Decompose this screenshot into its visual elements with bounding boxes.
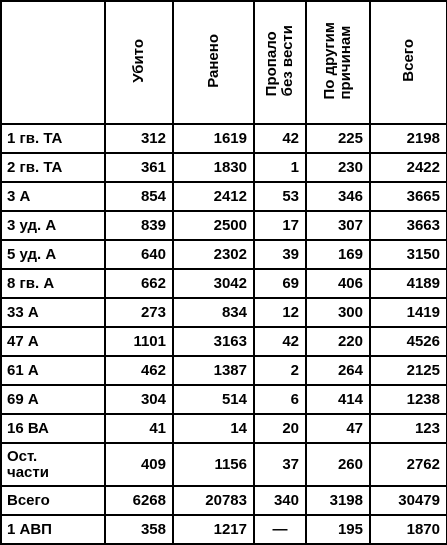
cell-killed: 1101 — [105, 327, 173, 356]
table-row — [1, 153, 447, 182]
cell-killed: 312 — [105, 124, 173, 153]
table-row — [1, 298, 447, 327]
row-label: 5 уд. А — [1, 240, 105, 269]
cell-killed: 41 — [105, 414, 173, 443]
row-label: Ост. части — [1, 443, 105, 486]
cell-missing: 42 — [254, 327, 306, 356]
cell-wounded: 14 — [173, 414, 254, 443]
cell-other: 220 — [306, 327, 370, 356]
cell-other: 264 — [306, 356, 370, 385]
cell-total: 123 — [370, 414, 447, 443]
cell-wounded: 2500 — [173, 211, 254, 240]
cell-killed: 462 — [105, 356, 173, 385]
cell-wounded: 514 — [173, 385, 254, 414]
cell-wounded: 1387 — [173, 356, 254, 385]
table-row — [1, 414, 447, 443]
cell-killed: 409 — [105, 443, 173, 486]
header-missing: Пропало без вести — [254, 1, 306, 124]
cell-other: 3198 — [306, 486, 370, 515]
cell-missing: 69 — [254, 269, 306, 298]
cell-total: 2422 — [370, 153, 447, 182]
header-total: Всего — [370, 1, 447, 124]
header-row — [1, 1, 447, 124]
table-row — [1, 356, 447, 385]
cell-missing: 20 — [254, 414, 306, 443]
cell-wounded: 1156 — [173, 443, 254, 486]
cell-other: 346 — [306, 182, 370, 211]
cell-wounded: 1830 — [173, 153, 254, 182]
cell-wounded: 3163 — [173, 327, 254, 356]
cell-total: 2762 — [370, 443, 447, 486]
cell-missing: 37 — [254, 443, 306, 486]
cell-missing: 340 — [254, 486, 306, 515]
table-row — [1, 486, 447, 515]
cell-other: 406 — [306, 269, 370, 298]
cell-total: 3663 — [370, 211, 447, 240]
cell-total: 2125 — [370, 356, 447, 385]
cell-killed: 854 — [105, 182, 173, 211]
header-other: По другим причинам — [306, 1, 370, 124]
table-row — [1, 515, 447, 544]
cell-killed: 640 — [105, 240, 173, 269]
row-label: 3 А — [1, 182, 105, 211]
cell-wounded: 1217 — [173, 515, 254, 544]
cell-wounded: 20783 — [173, 486, 254, 515]
cell-other: 230 — [306, 153, 370, 182]
header-wounded: Ранено — [173, 1, 254, 124]
table-row — [1, 211, 447, 240]
header-killed: Убито — [105, 1, 173, 124]
cell-missing: — — [254, 515, 306, 544]
cell-wounded: 1619 — [173, 124, 254, 153]
row-label: 8 гв. А — [1, 269, 105, 298]
row-label: 16 ВА — [1, 414, 105, 443]
cell-missing: 12 — [254, 298, 306, 327]
cell-total: 4189 — [370, 269, 447, 298]
cell-total: 2198 — [370, 124, 447, 153]
cell-other: 225 — [306, 124, 370, 153]
cell-other: 307 — [306, 211, 370, 240]
cell-total: 3665 — [370, 182, 447, 211]
cell-missing: 39 — [254, 240, 306, 269]
row-label: Всего — [1, 486, 105, 515]
cell-missing: 6 — [254, 385, 306, 414]
cell-killed: 361 — [105, 153, 173, 182]
cell-missing: 2 — [254, 356, 306, 385]
header-corner — [1, 1, 105, 124]
cell-wounded: 834 — [173, 298, 254, 327]
cell-wounded: 2412 — [173, 182, 254, 211]
cell-killed: 662 — [105, 269, 173, 298]
cell-killed: 273 — [105, 298, 173, 327]
cell-missing: 17 — [254, 211, 306, 240]
cell-total: 1870 — [370, 515, 447, 544]
cell-missing: 1 — [254, 153, 306, 182]
cell-other: 414 — [306, 385, 370, 414]
table-row — [1, 269, 447, 298]
row-label: 61 А — [1, 356, 105, 385]
table-row — [1, 182, 447, 211]
cell-total: 1419 — [370, 298, 447, 327]
cell-killed: 304 — [105, 385, 173, 414]
cell-other: 300 — [306, 298, 370, 327]
cell-other: 169 — [306, 240, 370, 269]
row-label: 33 А — [1, 298, 105, 327]
cell-total: 1238 — [370, 385, 447, 414]
table-row — [1, 240, 447, 269]
row-label: 1 АВП — [1, 515, 105, 544]
cell-total: 3150 — [370, 240, 447, 269]
cell-killed: 839 — [105, 211, 173, 240]
row-label: 1 гв. ТА — [1, 124, 105, 153]
table-row — [1, 327, 447, 356]
cell-other: 195 — [306, 515, 370, 544]
row-label: 69 А — [1, 385, 105, 414]
table-row — [1, 443, 447, 486]
cell-missing: 53 — [254, 182, 306, 211]
row-label: 2 гв. ТА — [1, 153, 105, 182]
cell-killed: 358 — [105, 515, 173, 544]
cell-wounded: 2302 — [173, 240, 254, 269]
cell-other: 47 — [306, 414, 370, 443]
cell-missing: 42 — [254, 124, 306, 153]
cell-other: 260 — [306, 443, 370, 486]
cell-wounded: 3042 — [173, 269, 254, 298]
table-row — [1, 124, 447, 153]
table-row — [1, 385, 447, 414]
cell-killed: 6268 — [105, 486, 173, 515]
cell-total: 4526 — [370, 327, 447, 356]
cell-total: 30479 — [370, 486, 447, 515]
row-label: 3 уд. А — [1, 211, 105, 240]
row-label: 47 А — [1, 327, 105, 356]
